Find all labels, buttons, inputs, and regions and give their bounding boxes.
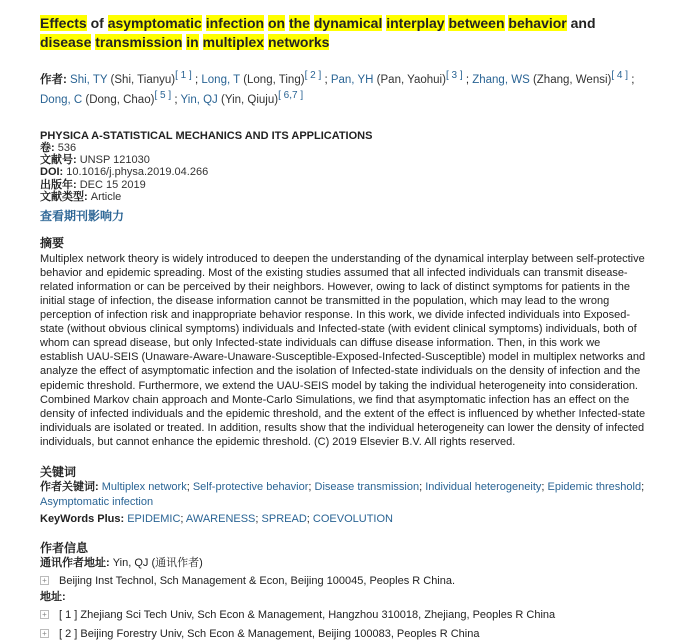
- title-word: interplay: [386, 15, 445, 31]
- author-full-name: (Pan, Yaohui): [376, 73, 446, 86]
- title-word: transmission: [95, 34, 183, 50]
- article-no-label: 文献号:: [40, 154, 77, 167]
- doi-value: 10.1016/j.physa.2019.04.266: [66, 166, 209, 179]
- author-affiliation-ref[interactable]: [ 4 ]: [611, 70, 629, 81]
- address-ref: [ 2 ]: [59, 627, 78, 640]
- doc-type-value: Article: [90, 191, 122, 204]
- corr-address-text: Beijing Inst Technol, Sch Management & Econ, Beijing 100045, Peoples R China.: [59, 574, 456, 587]
- keyword-link[interactable]: Multiplex network: [101, 481, 187, 493]
- pub-date-value: DEC 15 2019: [79, 178, 146, 191]
- journal-title: PHYSICA A-STATISTICAL MECHANICS AND ITS APPLICATIONS: [40, 129, 373, 142]
- title-word: in: [186, 34, 199, 50]
- keywords-heading: 关键词: [40, 465, 77, 479]
- addresses-label: 地址:: [40, 591, 66, 603]
- volume-value: 536: [57, 141, 77, 154]
- authors-line: 作者: Shi, TY (Shi, Tianyu)[ 1 ] ; Long, T (Long, Ting)[ 2 ] ; Pan, YH (Pan, Yaohui)[ 3 ] ; Zhang, WS (Zhang, Wensi)[ 4 ] ; Dong, C (Dong, Chao)[ 5 ] ; Yin, QJ (Yin, Qiuju)[ 6,7 ]: [40, 70, 635, 106]
- keyword-link[interactable]: Individual heterogeneity: [425, 481, 542, 493]
- keyword-link[interactable]: COEVOLUTION: [312, 513, 393, 525]
- author-link[interactable]: Long, T: [201, 73, 240, 86]
- corr-address-row: [40, 571, 664, 590]
- doi-label: DOI:: [40, 166, 64, 179]
- record-meta: [40, 142, 664, 204]
- title-word: Effects: [40, 15, 87, 31]
- author-link[interactable]: Shi, TY: [70, 73, 108, 86]
- corresponding-label: 通讯作者地址:: [40, 557, 110, 569]
- author-full-name: (Dong, Chao): [85, 93, 155, 106]
- pub-date-label: 出版年:: [40, 178, 77, 191]
- keyword-link[interactable]: Asymptomatic infection: [40, 496, 154, 508]
- address-row: [40, 624, 664, 643]
- title-word: infection: [205, 15, 265, 31]
- keyword-link[interactable]: Epidemic threshold: [547, 481, 642, 493]
- author-affiliation-ref[interactable]: [ 3 ]: [445, 70, 463, 81]
- author-affiliation-ref[interactable]: [ 6,7 ]: [278, 89, 304, 101]
- author-link[interactable]: Yin, QJ: [180, 93, 218, 106]
- title-word: on: [267, 15, 286, 31]
- article-no-value: UNSP 121030: [79, 154, 150, 167]
- address-ref: [ 1 ]: [59, 608, 78, 621]
- corresponding-author: [40, 556, 646, 571]
- keyword-link[interactable]: EPIDEMIC: [127, 513, 181, 525]
- author-affiliation-ref[interactable]: [ 5 ]: [154, 89, 172, 101]
- author-full-name: (Zhang, Wensi): [532, 73, 612, 86]
- keywords-plus-label: KeyWords Plus:: [40, 513, 125, 525]
- title-word: networks: [268, 34, 330, 50]
- corresponding-value: Yin, QJ (通讯作者): [112, 557, 203, 569]
- author-full-name: (Yin, Qiuju): [221, 93, 279, 106]
- keyword-link[interactable]: Self-protective behavior: [192, 481, 309, 493]
- author-full-name: (Long, Ting): [243, 73, 305, 86]
- title-word: disease: [40, 34, 92, 50]
- author-keywords: 作者关键词: Multiplex network; Self-protective behavior; Disease transmission; Individual heterogeneity; Epidemic threshold; Asymptomatic infection: [40, 481, 645, 508]
- author-info-heading: 作者信息: [40, 541, 89, 555]
- abstract-text: Multiplex network theory is widely introduced to deepen the understanding of the dynamical interplay between self-protective behavior and epidemic spreading. Most of the existing studies assumed that all infected individuals can transmit disease-related information or can be perceived by their neighbors. However, owing to lack of distinct symptoms for patients in the initial stage of infection, the disease information cannot be transmitted in the population, which may lead to the wrong perception of infection risk and inappropriate behavior response. In this work, we divide infected individuals into Exposed-state (without obvious clinical symptoms) individuals and Infected-state (with evident clinical symptoms) individuals, both of whom can spread disease, but only Infected-state individuals can diffuse disease information. Then, in this work we establish UAU-SEIS (Unaware-Aware-Unaware-Susceptible-Exposed-Infected-Susceptible) model in multiplex networks and analyze the effect of asymptomatic infection and the isolation of Infected-state individuals on the density of infection and the epidemic threshold. Furthermore, we extend the UAU-SEIS model by taking the individual heterogeneity into consideration. Combined Markov chain approach and Monte-Carlo Simulations, we find that asymptomatic infection has an effect on the density of infected individuals and the epidemic threshold, and the extent of the effect is influenced by whether Infected-state individuals are isolated or treated. In addition, results show that the individual heterogeneity can lower the density of infected individuals, but cannot enhance the epidemic threshold. (C) 2019 Elsevier B.V. All rights reserved.: [40, 252, 646, 448]
- author-affiliation-ref[interactable]: [ 1 ]: [175, 70, 192, 81]
- author-link[interactable]: Pan, YH: [330, 73, 374, 86]
- author-link[interactable]: Dong, C: [40, 93, 83, 106]
- record-title: [40, 0, 640, 52]
- address-text: Zhejiang Sci Tech Univ, Sch Econ & Management, Hangzhou 310018, Zhejiang, Peoples R China: [80, 608, 556, 621]
- author-link[interactable]: Zhang, WS: [472, 73, 530, 86]
- address-text: Beijing Forestry Univ, Sch Econ & Management, Beijing 100083, Peoples R China: [80, 627, 480, 640]
- title-word: multiplex: [202, 34, 265, 50]
- abstract-heading: 摘要: [40, 235, 65, 250]
- title-word: dynamical: [313, 15, 383, 31]
- volume-label: 卷:: [40, 141, 55, 154]
- title-word: the: [288, 15, 310, 31]
- title-word: and: [570, 15, 596, 31]
- title-word: asymptomatic: [107, 15, 202, 31]
- expand-icon[interactable]: +: [40, 576, 49, 585]
- address-list: [40, 605, 664, 643]
- keywords-plus: KeyWords Plus: EPIDEMIC; AWARENESS; SPREAD; COEVOLUTION: [40, 513, 393, 525]
- keyword-link[interactable]: Disease transmission: [314, 481, 420, 493]
- author-full-name: (Shi, Tianyu): [110, 73, 176, 86]
- authors-label: 作者:: [40, 73, 67, 86]
- expand-icon[interactable]: +: [40, 629, 49, 638]
- keyword-link[interactable]: SPREAD: [261, 513, 307, 525]
- expand-icon[interactable]: +: [40, 610, 49, 619]
- author-affiliation-ref[interactable]: [ 2 ]: [304, 70, 322, 81]
- address-row: [40, 605, 664, 624]
- author-keywords-label: 作者关键词:: [40, 481, 99, 493]
- title-word: behavior: [508, 15, 567, 31]
- keyword-link[interactable]: AWARENESS: [185, 513, 256, 525]
- title-word: between: [448, 15, 505, 31]
- doc-type-label: 文献类型:: [40, 191, 88, 204]
- title-word: of: [90, 15, 104, 31]
- journal-impact-link[interactable]: 查看期刊影响力: [40, 208, 125, 223]
